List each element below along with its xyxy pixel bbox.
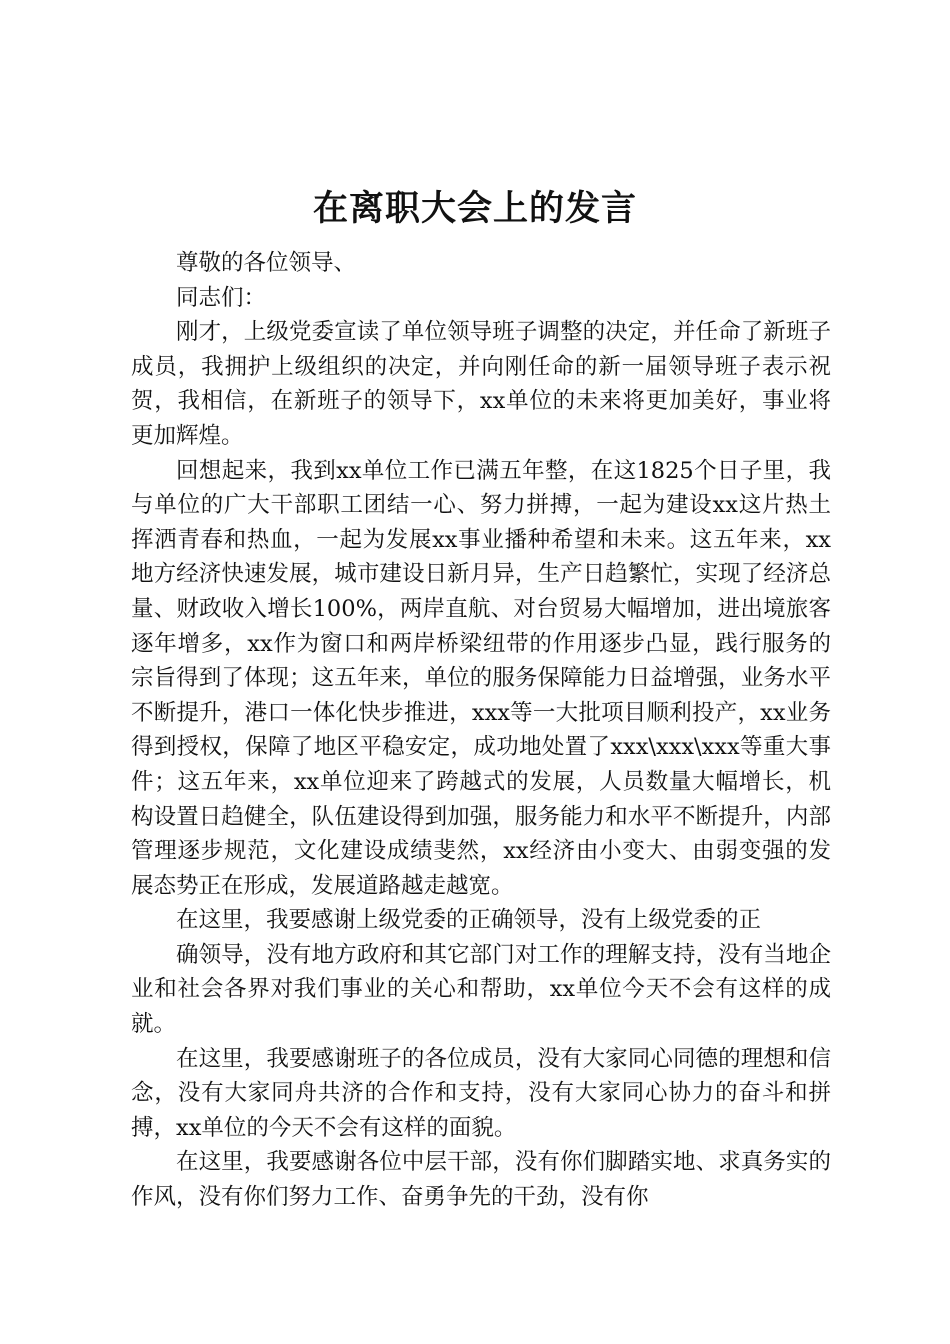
document-body [131, 246, 831, 1215]
body-paragraph: 在这里，我要感谢上级党委的正确领导，没有上级党委的正 [176, 907, 762, 934]
body-paragraph: 在这里，我要感谢班子的各位成员，没有大家同心同德的理想和信念，没有大家同舟共济的合作和支持，没有大家同心协力的奋斗和拼搏，xx单位的今天不会有这样的面貌。 [131, 1045, 831, 1141]
body-paragraph: 刚才，上级党委宣读了单位领导班子调整的决定，并任命了新班子成员，我拥护上级组织的决定，并向刚任命的新一届领导班子表示祝贺，我相信，在新班子的领导下，xx单位的未来将更加美好，事业将更加辉煌。 [131, 319, 831, 449]
body-paragraph: 回想起来，我到xx单位工作已满五年整，在这1825个日子里，我与单位的广大干部职工团结一心、努力拼搏，一起为建设xx这片热土挥洒青春和热血，一起为发展xx事业播种希望和未来。这五年来，xx地方经济快速发展，城市建设日新月异，生产日趋繁忙，实现了经济总量、财政收入增长100%，两岸直航、对台贸易大幅增加，进出境旅客逐年增多，xx作为窗口和两岸桥梁纽带的作用逐步凸显，践行服务的宗旨得到了体现；这五年来，单位的服务保障能力日益增强，业务水平不断提升，港口一体化快步推进，xxx等一大批项目顺利投产，xx业务得到授权，保障了地区平稳安定，成功地处置了xxx\xxx\xxx等重大事件；这五年来，xx单位迎来了跨越式的发展，人员数量大幅增长，机构设置日趋健全，队伍建设得到加强，服务能力和水平不断提升，内部管理逐步规范，文化建设成绩斐然，xx经济由小变大、由弱变强的发展态势正在形成，发展道路越走越宽。 [131, 457, 831, 899]
salutation-line-2: 同志们： [176, 284, 267, 311]
body-paragraph: 在这里，我要感谢各位中层干部，没有你们脚踏实地、求真务实的作风，没有你们努力工作、奋勇争先的干劲，没有你 [131, 1149, 831, 1211]
document-title: 在离职大会上的发言 [312, 188, 637, 229]
body-paragraph: 确领导，没有地方政府和其它部门对工作的理解支持，没有当地企业和社会各界对我们事业的关心和帮助，xx单位今天不会有这样的成就。 [131, 941, 831, 1038]
salutation-line-1: 尊敬的各位领导、 [176, 250, 357, 276]
